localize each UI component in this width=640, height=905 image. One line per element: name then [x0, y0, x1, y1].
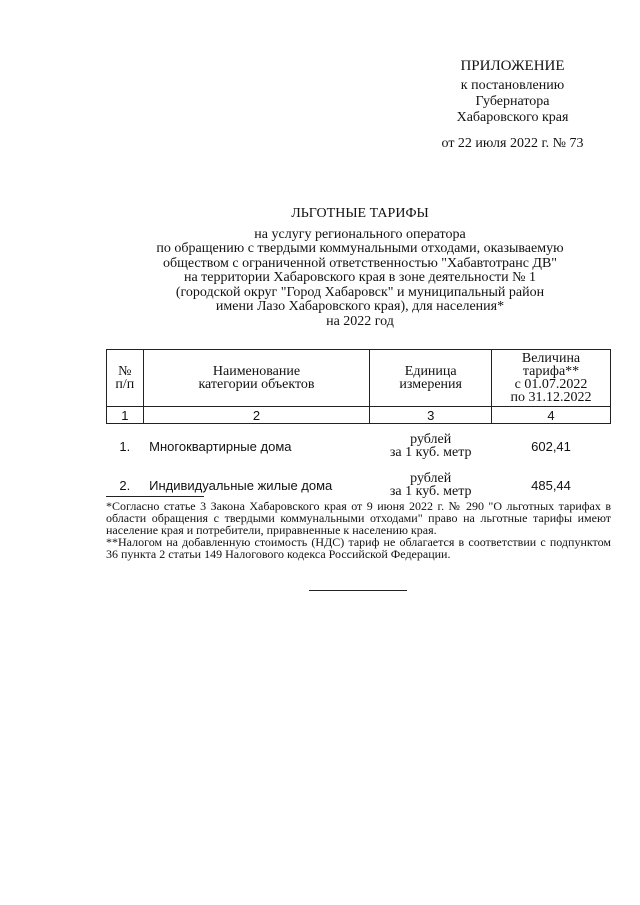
heading-line: по обращению с твердыми коммунальными отходами, оказываемую	[156, 241, 564, 256]
header-name-line: категории объектов	[198, 377, 315, 392]
column-number-row	[107, 407, 611, 424]
footnote-1: *Согласно статье 3 Закона Хабаровского края от 9 июня 2022 г. № 290 "О льготных тарифах в области обращения с твердыми коммунальными отходами" право на льготные тарифы имеют население края и потребители, приравненные к населению края.	[106, 499, 611, 537]
column-number: 4	[492, 407, 611, 424]
end-divider	[309, 590, 407, 591]
row-tariff-value: 602,41	[531, 438, 571, 454]
attachment-line-2: Губернатора	[475, 94, 550, 109]
table-header-row	[107, 350, 611, 407]
row-number: 2.	[119, 477, 131, 493]
header-num-line: п/п	[115, 377, 135, 392]
heading-line: на территории Хабаровского края в зоне деятельности № 1	[183, 270, 537, 285]
heading-line: на 2022 год	[326, 313, 394, 329]
header-value-line: с 01.07.2022	[514, 377, 588, 392]
footnote-divider	[106, 496, 204, 497]
document-heading	[100, 207, 620, 329]
heading-line: обществом с ограниченной ответственностью "Хабавтотранс ДВ"	[162, 255, 558, 271]
row-unit-line: рублей	[410, 432, 452, 447]
footnote-2: **Налогом на добавленную стоимость (НДС) тариф не облагается в соответствии с подпунктом 36 пункта 2 статьи 149 Налогового кодекса Российской Федерации.	[106, 535, 611, 561]
header-num-line: №	[118, 364, 132, 379]
header-unit-line: измерения	[399, 377, 462, 392]
row-unit-line: за 1 куб. метр	[389, 484, 472, 499]
header-num	[107, 350, 144, 407]
attachment-line-3: Хабаровского края	[456, 110, 569, 125]
column-number: 2	[143, 407, 370, 424]
header-name	[143, 350, 370, 407]
table-row	[107, 424, 611, 464]
document-title: ЛЬГОТНЫЕ ТАРИФЫ	[291, 206, 429, 221]
row-unit	[370, 424, 492, 464]
column-number: 3	[370, 407, 492, 424]
attachment-date: от 22 июля 2022 г. № 73	[441, 136, 584, 151]
row-number: 1.	[119, 438, 131, 454]
attachment-block	[420, 58, 605, 152]
row-category: Индивидуальные жилые дома	[149, 477, 333, 493]
header-value	[492, 350, 611, 407]
attachment-line-1: к постановлению	[460, 78, 565, 93]
tariff-table	[106, 349, 611, 502]
row-unit-line: рублей	[410, 471, 452, 486]
column-number: 1	[107, 407, 144, 424]
header-value-line: Величина тарифа**	[521, 351, 581, 379]
footnotes	[106, 500, 611, 560]
header-unit-line: Единица	[404, 364, 457, 379]
attachment-title: ПРИЛОЖЕНИЕ	[460, 58, 565, 74]
row-tariff-value: 485,44	[531, 477, 571, 493]
row-unit-line: за 1 куб. метр	[389, 445, 472, 460]
heading-line: имени Лазо Хабаровского края), для населения*	[215, 299, 505, 314]
header-unit	[370, 350, 492, 407]
heading-line: на услугу регионального оператора	[254, 226, 466, 242]
header-name-line: Наименование	[212, 364, 301, 379]
row-unit	[370, 463, 492, 502]
row-category: Многоквартирные дома	[149, 438, 292, 454]
header-value-line: по 31.12.2022	[510, 390, 592, 405]
heading-line: (городской округ "Город Хабаровск" и муниципальный район	[175, 284, 545, 300]
